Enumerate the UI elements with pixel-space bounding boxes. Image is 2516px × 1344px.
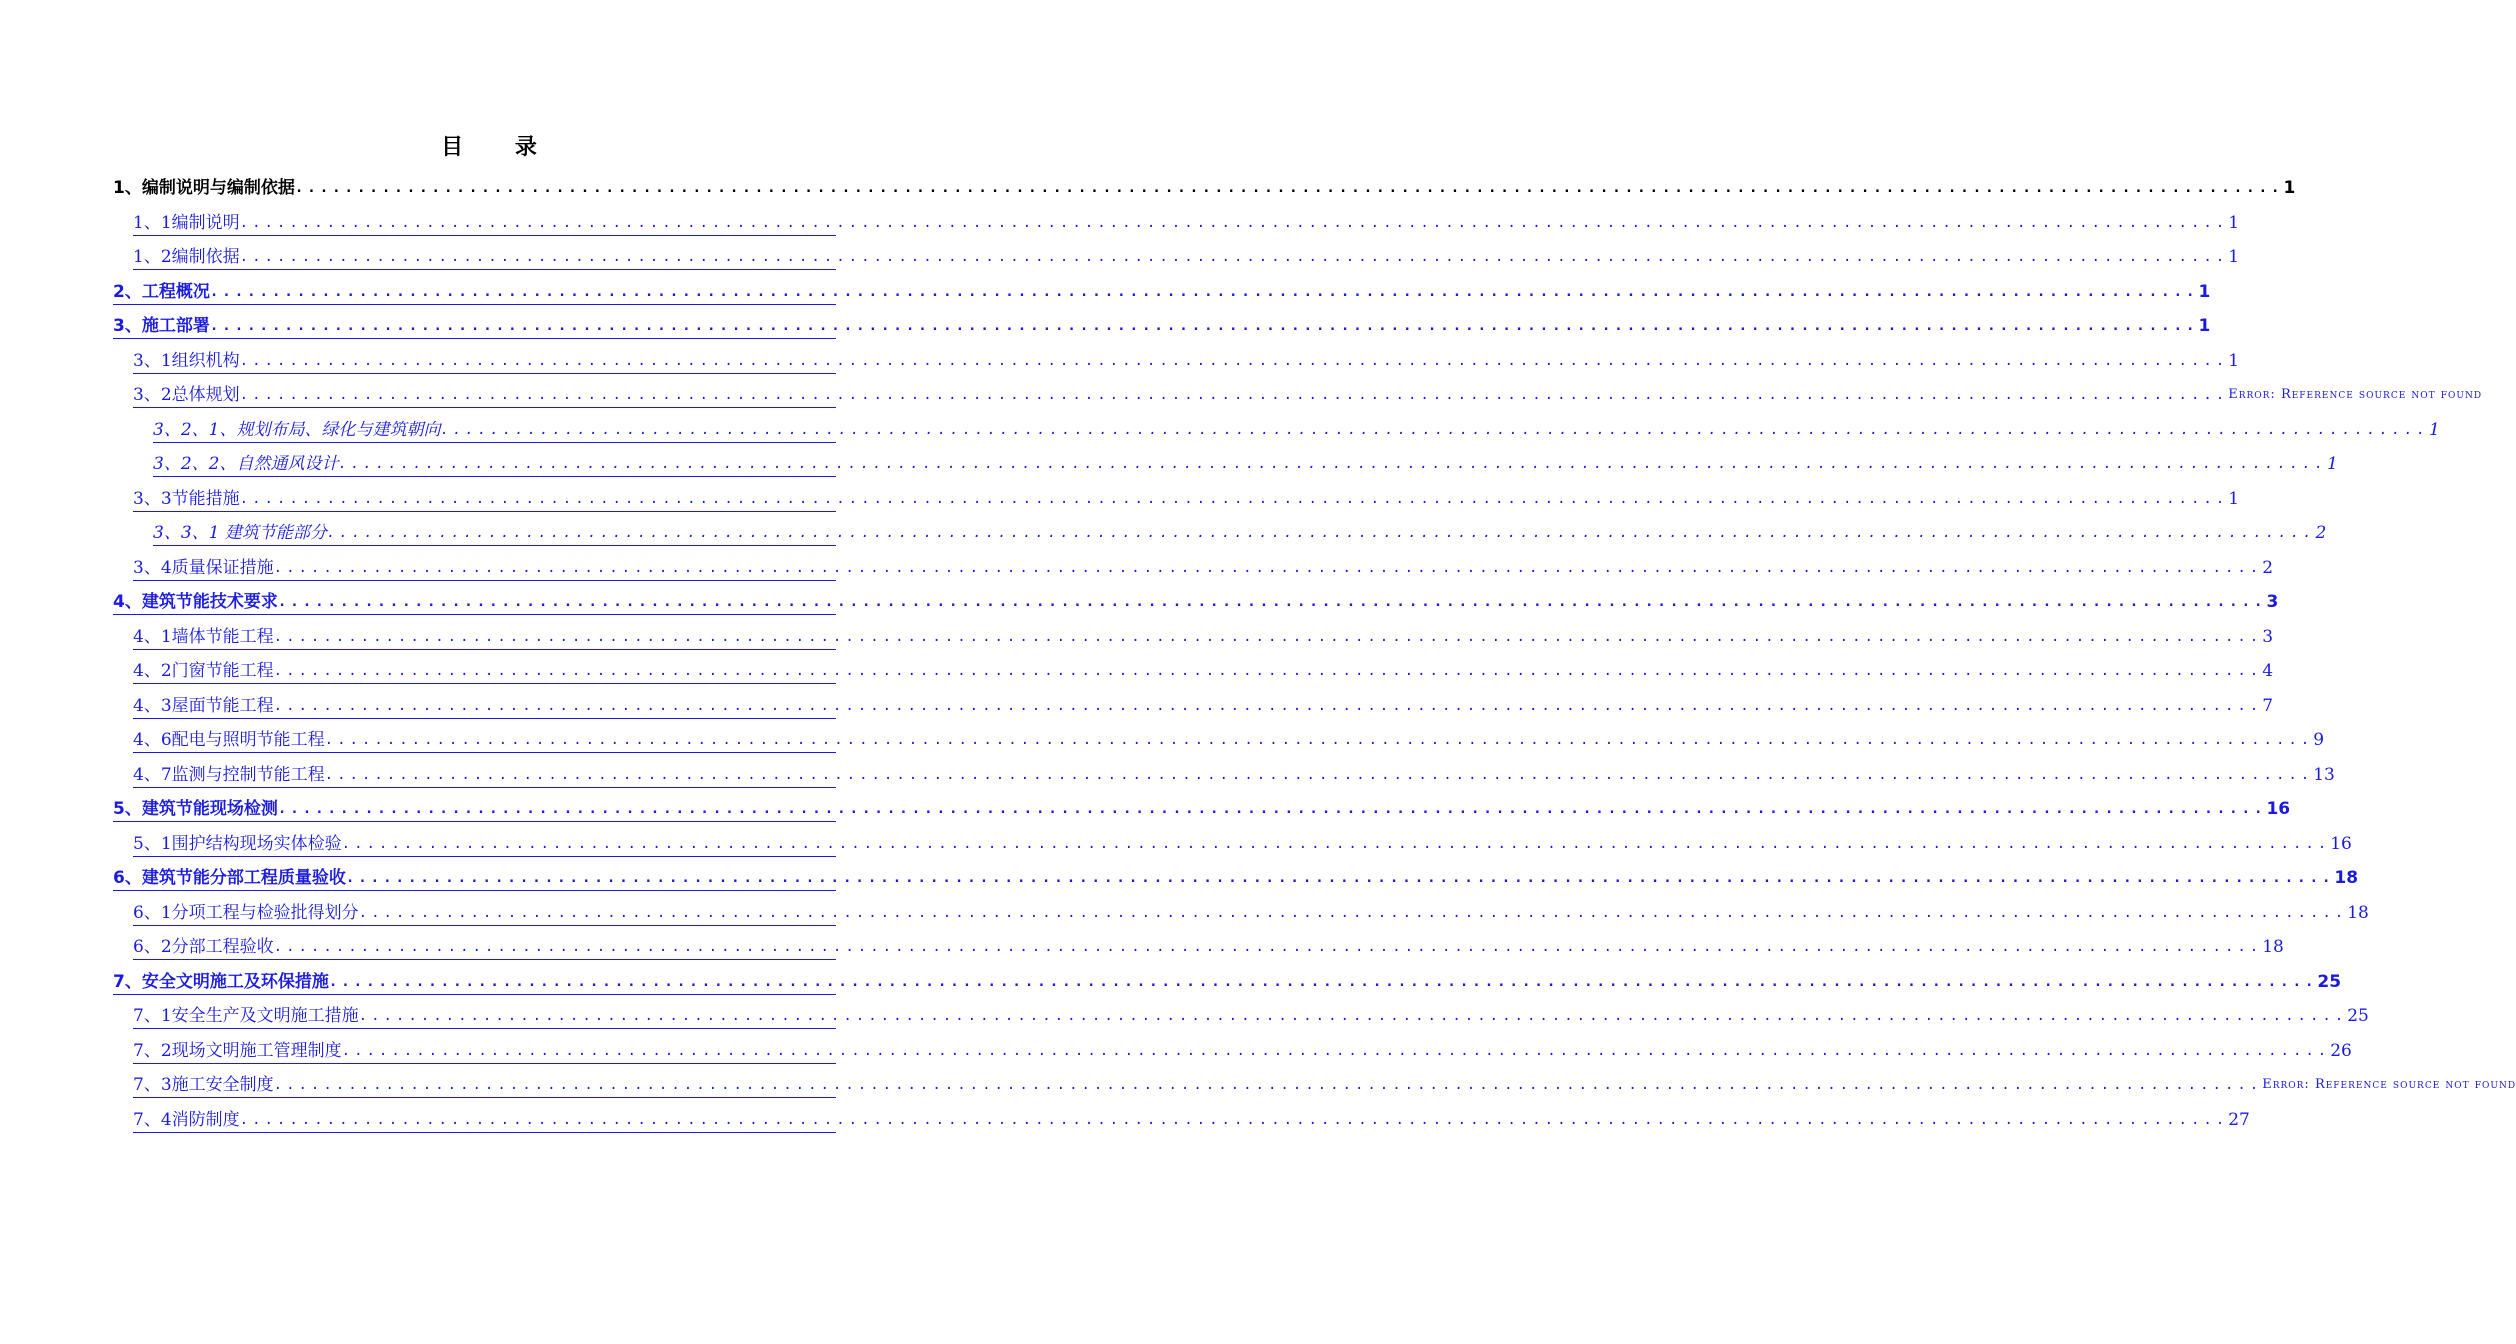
toc-entry-page-number: 25 [2317,972,2342,992]
toc-entry-page-number: 13 [2313,765,2335,785]
toc-entry[interactable] [133,832,2352,857]
toc-entry[interactable] [113,970,2342,995]
toc-entry-page-number: 9 [2313,730,2325,750]
toc-leader-dots: ................................................................................................................................................................ [239,215,2229,231]
toc-entry[interactable] [133,694,2274,719]
toc-entry[interactable] [133,625,2274,650]
toc-entry-page-number: 25 [2347,1006,2369,1026]
toc-entry-label: 5、1围护结构现场实体检验 [133,834,342,854]
toc-entry-label: 1、编制说明与编制依据 [113,178,295,198]
toc-entry[interactable] [113,866,2359,891]
toc-entry[interactable] [133,1039,2352,1064]
toc-leader-dots: ................................................................................................................................................................ [358,1008,2348,1024]
toc-entry-label: 3、2、1、规划布局、绿化与建筑朝向 [153,420,441,440]
toc-entry-page-number: 2 [2315,523,2327,543]
toc-leader-dots: ................................................................................................................................................................ [341,836,2331,852]
toc-entry-label: 2、工程概况 [113,282,210,302]
toc-entry-label: 6、2分部工程验收 [133,937,274,957]
toc-entry[interactable] [133,556,2274,581]
toc-entry-label: 3、2总体规划 [133,385,240,405]
toc-entry-label: 4、2门窗节能工程 [133,661,274,681]
toc-entry-page-number: 1 [2228,213,2240,233]
toc-entry[interactable] [133,349,2240,374]
toc-leader-dots: ................................................................................................................................................................ [345,870,2335,886]
toc-entry[interactable] [133,245,2240,270]
toc-leader-dots: ................................................................................................................................................................ [324,732,2314,748]
toc-leader-dots: ................................................................................................................................................................ [324,767,2314,783]
toc-entry-label: 3、4质量保证措施 [133,558,274,578]
toc-entry-page-number: 1 [2228,351,2240,371]
toc-leader-dots: ................................................................................................................................................................ [277,801,2267,817]
toc-entry[interactable] [133,1108,2250,1133]
toc-entry-label: 4、建筑节能技术要求 [113,592,278,612]
toc-entry-label: 4、6配电与照明节能工程 [133,730,325,750]
toc-entry-page-number: 27 [2228,1110,2250,1130]
toc-entry[interactable] [133,211,2240,236]
toc-entry-page-number: 18 [2334,868,2359,888]
toc-entry-page-number: 4 [2262,661,2274,681]
toc-entry[interactable] [153,521,2327,546]
toc-entry-page-number: Error: Reference source not found [2262,1077,2516,1092]
toc-entry-page-number: 1 [2429,420,2440,440]
toc-entry-page-number: 2 [2262,558,2274,578]
toc-entry-label: 3、3节能措施 [133,489,240,509]
toc-entry[interactable] [113,280,2211,305]
toc-entry-page-number: 1 [2228,489,2240,509]
toc-entry-label: 5、建筑节能现场检测 [113,799,278,819]
toc-entry-label: 7、安全文明施工及环保措施 [113,972,329,992]
toc-entry-page-number: 26 [2330,1041,2352,1061]
toc-leader-dots: ................................................................................................................................................................ [273,698,2263,714]
toc-entry-page-number: 7 [2262,696,2274,716]
toc-entry-page-number: 1 [2327,454,2338,474]
toc-entry-page-number: 1 [2198,282,2211,302]
toc-leader-dots: ................................................................................................................................................................ [294,180,2284,196]
toc-leader-dots: ................................................................................................................................................................ [273,663,2263,679]
toc-entry-label: 7、3施工安全制度 [133,1075,274,1095]
toc-leader-dots: ................................................................................................................................................................ [239,1112,2229,1128]
toc-entry-label: 3、3、1 建筑节能部分 [153,523,327,543]
toc-entry-page-number: 16 [2266,799,2291,819]
toc-entry[interactable] [133,901,2369,926]
toc-entry-label: 4、3屋面节能工程 [133,696,274,716]
toc-entry-page-number: 1 [2228,247,2240,267]
toc-entry-label: 3、施工部署 [113,316,210,336]
toc-entry-label: 1、2编制依据 [133,247,240,267]
toc-leader-dots: ................................................................................................................................................................ [328,974,2318,990]
page-title: 目 录 [441,135,559,160]
toc-entry[interactable] [113,176,2296,200]
toc-entry[interactable] [133,487,2240,512]
toc-entry[interactable] [133,1073,2516,1098]
toc-entry[interactable] [133,935,2284,960]
toc-leader-dots: ................................................................................................................................................................ [358,905,2348,921]
toc-leader-dots: ................................................................................................................................................................ [273,1077,2263,1093]
toc-entry[interactable] [133,728,2325,753]
toc-leader-dots: ................................................................................................................................................................ [239,353,2229,369]
toc-leader-dots: ................................................................................................................................................................ [273,560,2263,576]
toc-entry-page-number: Error: Reference source not found [2228,387,2483,402]
toc-entry-page-number: 1 [2198,316,2211,336]
toc-entry-label: 3、2、2、自然通风设计 [153,454,339,474]
toc-leader-dots: ................................................................................................................................................................ [209,284,2199,300]
toc-entry-page-number: 18 [2347,903,2369,923]
toc-entry-page-number: 3 [2266,592,2279,612]
toc-entry-label: 6、建筑节能分部工程质量验收 [113,868,346,888]
toc-entry-label: 7、1安全生产及文明施工措施 [133,1006,359,1026]
toc-entry[interactable] [153,452,2338,477]
toc-leader-dots: ................................................................................................................................................................ [209,318,2199,334]
toc-entry-page-number: 18 [2262,937,2284,957]
toc-entry-page-number: 3 [2262,627,2274,647]
toc-leader-dots: ................................................................................................................................................................ [338,456,2328,472]
toc-entry-label: 7、2现场文明施工管理制度 [133,1041,342,1061]
toc-entry[interactable] [133,659,2274,684]
toc-entry[interactable] [113,797,2291,822]
toc-entry[interactable] [113,590,2279,615]
toc-entry[interactable] [133,383,2483,408]
toc-entry-label: 4、7监测与控制节能工程 [133,765,325,785]
toc-leader-dots: ................................................................................................................................................................ [440,422,2430,438]
toc-leader-dots: ................................................................................................................................................................ [239,249,2229,265]
toc-entry[interactable] [133,1004,2369,1029]
toc-entry-label: 7、4消防制度 [133,1110,240,1130]
toc-leader-dots: ................................................................................................................................................................ [273,629,2263,645]
toc-entry[interactable] [153,418,2440,443]
toc-entry-label: 1、1编制说明 [133,213,240,233]
toc-entry-label: 4、1墙体节能工程 [133,627,274,647]
toc-entry-label: 3、1组织机构 [133,351,240,371]
toc-leader-dots: ................................................................................................................................................................ [239,387,2229,403]
toc-entry-page-number: 1 [2283,178,2296,198]
toc-entry-page-number: 16 [2330,834,2352,854]
toc-leader-dots: ................................................................................................................................................................ [277,594,2267,610]
toc-leader-dots: ................................................................................................................................................................ [239,491,2229,507]
toc-leader-dots: ................................................................................................................................................................ [341,1043,2331,1059]
toc-entry[interactable] [113,314,2211,339]
toc-leader-dots: ................................................................................................................................................................ [273,939,2263,955]
toc-leader-dots: ................................................................................................................................................................ [326,525,2316,541]
toc-entry-label: 6、1分项工程与检验批得划分 [133,903,359,923]
toc-entry[interactable] [133,763,2335,788]
